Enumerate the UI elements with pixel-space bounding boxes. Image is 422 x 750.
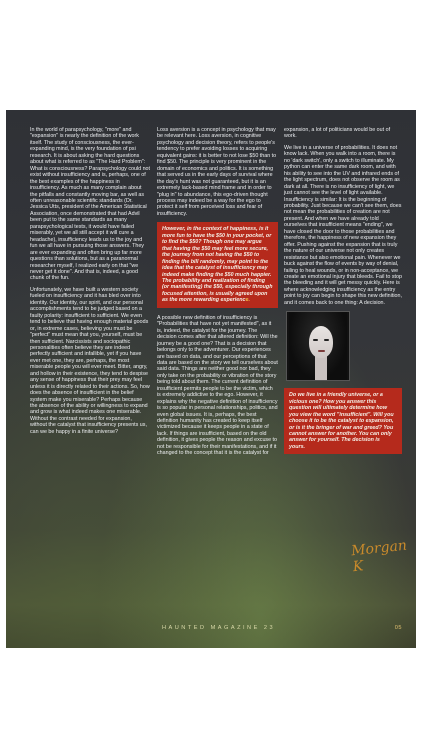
page-footer	[6, 623, 416, 637]
magazine-name: HAUNTED MAGAZINE 23	[162, 625, 276, 631]
author-photo	[286, 311, 350, 381]
paragraph: Loss aversion is a concept in psychology that may be relevant here. Loss aversion, in cognitive psychology and decision theory, refers to people's tendency to prefer avoiding losses to acquiring equivalent gains: it is better to not lose $50 than to find $50. The principle is very prominent in the domain of economics and politics. It is something that served us in the early days of survival where the day's hunt was not guaranteed, but it is an extremely lack-based mind frame and in order to "plug in" to abundance, this ego-driven thought process may indeed be a way for the ego to protect it self from perceived loss and fear of insufficiency.	[157, 127, 277, 217]
column-3	[284, 127, 402, 461]
pull-quote-text: However, in the context of happiness, is it more fun to have the $50 in your pocket, or to find the $50? Though one may argue that having the $50 may feel more secure, the journey from not having the $50 to finding the bill randomly, may point to the idea that the catalyst of insufficiency may indeed make finding the $50 much happier. The probability and realization of finding (or manifesting) the $50, especially through focused attention, is usually agreed upon as the more rewarding experienc	[162, 226, 273, 304]
pull-quote-tail: e.	[245, 297, 250, 304]
paragraph: In the world of parapsychology, "more" and "expansion" is nearly the definition of the work itself. The study of consciousness, the ever-expanding mind, is the very foundation of psi research. It is about asking the hard questions about what is referred to as "The Hard Problem": What is consciousness? Parapsychology could not exist without insufficiency and is, perhaps, one of the best examples of the happiness in insufficiency. As much as many complain about the pitfalls and constantly moving bar, as well as often unreasonable scientific standards (Dr. Jessica Utts, president of the American Statistical Association, once demonstrated that had Advil been put to the same standards as many parapsychological tests, it would have failed miserably, yet we all still accept it will cure a headache), insufficiency leads us to the joy and fun we all have in pursuing those answers. They are ever expanding and often bring up far more questions than solutions, but as a paranormal researcher myself, I realized early on that "we never get it done". And that is, indeed, a good chunk of the fun.	[30, 127, 151, 282]
paragraph: expansion, a lot of politicians would be out of work.	[284, 127, 391, 140]
column-2	[157, 127, 278, 462]
pull-quote-question: Do we live in a friendly universe, or a vicious one? How you answer this question will ultimately determine how you view the word "insufficient". Will you choose it to be the catalyst to expansion, or is it the bringer of war and greed? You cannot answer for another. You can only answer for yourself. The decision is yours.	[284, 388, 402, 454]
page-number: 05	[394, 625, 402, 631]
pull-quote	[157, 222, 278, 307]
paragraph: We live in a universe of probabilities. It does not know lack. When you walk into a room, there is no 'dark switch', only a switch to illuminate. My python can enter the same dark room, and with his ability to see into the UV and infrared ends of the light spectrum, does not observe the room as dark at all. There is no insufficiency of light, we just cannot see the level of light available. Insufficiency is similar: It is the beginning of probability. Just because we can't see them, does not mean the probabilities of creation are not present. And when we have already told ourselves that insufficient means "ending", we have closed the door to those probabilities and therefore, the happiness of new expansion they offer. Pushing against the expansion that is truly the nature of our universe not only creates resistance but also emotional pain. Whenever we buck against the flow of events by way of denial, failing to heal wounds, or in non-acceptance, we create an emotional injury that bleeds. Fail to stop the bleeding and it will get messy quickly. Here is where acknowledging insufficiency as the entry point to joy can begin to shape this new definition, and it comes back to one thing: A decision.	[284, 144, 402, 306]
paragraph: Unfortunately, we have built a western society fueled on insufficiency and it has bled over into identity. Our identity, our spirit, and our personal accomplishments tend to be judged based on a faulty polarity: insufficient to sufficient. We even tend to believe that having enough material goods or, in extreme cases, believing you must be "perfect" must mean that you, yourself, must be then sufficient. Narcissists and sociopathic personalities often believe they are indeed perfectly sufficient and infallible, yet if you have ever met one, they are, perhaps, the most miserable people you will ever meet. Bitter, angry, and hollow in their existence, they tend to despise any sense of happiness that their prey may feel unless it is directly related to their actions. So, how does the absence of insufficient in the belief system make you miserable? Perhaps because the absence of the ability or willingness to expand and grow is what indeed makes one miserable. Without the contrast needed for expansion, without the catalyst that insufficiency presents us, can we be happy in a finite universe?	[30, 286, 150, 435]
author-signature: Morgan K	[350, 537, 408, 576]
column-1	[30, 127, 150, 440]
magazine-page	[6, 110, 416, 648]
paragraph: A possible new definition of insufficiency is "Probabilities that have not yet manifested", as it is, indeed, the catalyst for the journey. The decision comes after that altered definition: Will the journey be a good one? That is a decision that belongs only to the adventurer. Our experiences are based on data, and our perceptions of that data are based on the story we tell ourselves about said data. Things are neither good nor bad, they only take on the probability or vibration of the story being told about them. The current definition of insufficient permits people to be the victim, which is extremely addictive to the ego. However, it explains why the negative definition of insufficiency is so popular in personal relationships, politics, and even global issues. It is, perhaps, the best definition humanity has created to keep itself victimized because it keeps people in a state of lack. If things are insufficient, based on the old definition, it gives people the reason and excuse to not be responsible for their manifestations, and if it changed to the concept that it is the catalyst for	[157, 314, 278, 457]
